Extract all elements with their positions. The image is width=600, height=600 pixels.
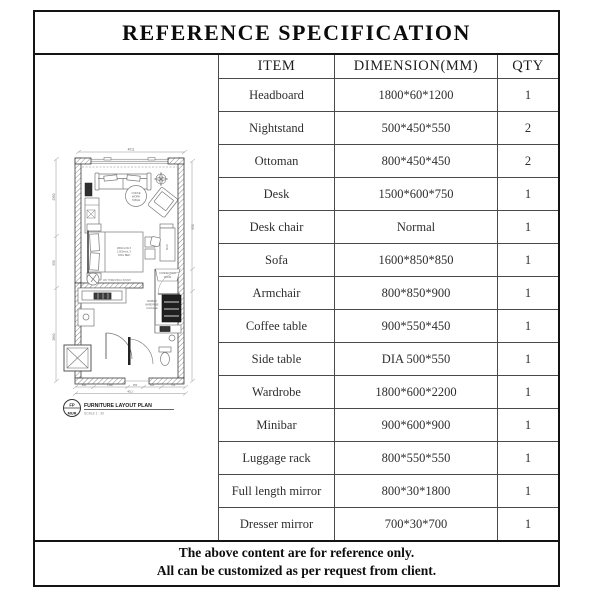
svg-text:4011: 4011 (127, 147, 135, 152)
item-cell: Ottoman (219, 145, 335, 177)
column-header-item: ITEM (219, 55, 335, 78)
dimension-cell: 800*450*450 (335, 145, 498, 177)
footer-line-1: The above content are for reference only. (178, 545, 415, 560)
svg-text:950: 950 (191, 224, 195, 230)
dimension-cell: 500*450*550 (335, 112, 498, 144)
table-row (219, 507, 558, 540)
item-cell: Sofa (219, 244, 335, 276)
table-row (219, 243, 558, 276)
window-band (82, 158, 177, 168)
table-header-row (219, 55, 558, 78)
side-table-shape (87, 273, 99, 285)
vanity-shape (78, 309, 94, 326)
item-cell: Coffee table (219, 310, 335, 342)
svg-text:DOOR: DOOR (163, 276, 172, 279)
qty-cell: 1 (524, 219, 532, 234)
svg-text:1380: 1380 (107, 384, 113, 387)
table-row (219, 144, 558, 177)
coffee-table-shape (126, 186, 147, 207)
table-row (219, 276, 558, 309)
table-row (219, 375, 558, 408)
dimension-cell: Normal (335, 211, 498, 243)
dimension-cell: 800*850*900 (335, 277, 498, 309)
footer-note (35, 540, 558, 585)
entry-door (125, 337, 153, 381)
qty-cell: 2 (524, 153, 532, 168)
qty-cell: 1 (524, 417, 532, 432)
item-cell: Desk chair (219, 211, 335, 243)
svg-text:710: 710 (170, 384, 176, 387)
dimension-cell: 900*600*900 (335, 409, 498, 441)
svg-text:SCALE 1 : 30: SCALE 1 : 30 (84, 411, 104, 416)
shower-shape (64, 345, 91, 371)
page-title: REFERENCE SPECIFICATION (35, 12, 558, 55)
svg-text:350: 350 (132, 384, 138, 387)
dimension-cell: 1800*600*2200 (335, 376, 498, 408)
qty-cell: 1 (524, 450, 532, 465)
armchair-shape (148, 187, 179, 218)
qty-cell: 1 (524, 186, 532, 201)
item-cell: Dresser mirror (219, 508, 335, 540)
item-cell: Armchair (219, 277, 335, 309)
svg-text:4011: 4011 (127, 390, 133, 394)
item-cell: Minibar (219, 409, 335, 441)
svg-text:2,000mmL X: 2,000mmL X (116, 250, 132, 254)
svg-text:CONNECTING: CONNECTING (159, 272, 176, 275)
svg-text:MINIBAR: MINIBAR (147, 301, 157, 303)
item-cell: Side table (219, 343, 335, 375)
svg-text:WORK: WORK (131, 195, 141, 199)
bed-label (117, 247, 132, 257)
svg-text:FURNITURE LAYOUT PLAN: FURNITURE LAYOUT PLAN (84, 403, 152, 409)
table-row (219, 78, 558, 111)
svg-text:DESK: DESK (167, 243, 169, 251)
dimension-cell: DIA 500*550 (335, 343, 498, 375)
table-row (219, 408, 558, 441)
item-cell: Nightstand (219, 112, 335, 144)
floor-note: WD THRESHOLD FINISH (103, 279, 131, 282)
table-row (219, 210, 558, 243)
svg-text:WARDROBE: WARDROBE (145, 304, 159, 307)
plan-title-block (84, 403, 174, 416)
svg-text:KING BED: KING BED (118, 254, 130, 257)
luggage-counter (155, 325, 181, 341)
dimension-cell: 1500*600*750 (335, 178, 498, 210)
connecting-door (156, 269, 181, 294)
table-row (219, 111, 558, 144)
dimension-cell: 1600*850*850 (335, 244, 498, 276)
item-cell: Headboard (219, 79, 335, 111)
column-header-dimension: DIMENSION(MM) (335, 55, 498, 78)
svg-text:MUR: MUR (67, 411, 77, 416)
bathtub-shape (78, 288, 126, 303)
qty-cell: 1 (524, 516, 532, 531)
svg-text:2890: 2890 (52, 333, 56, 341)
item-cell: Full length mirror (219, 475, 335, 507)
table-row (219, 309, 558, 342)
svg-text:COFFE: COFFE (131, 192, 141, 195)
table-row (219, 441, 558, 474)
table-row (219, 474, 558, 507)
qty-cell: 1 (524, 87, 532, 102)
qty-cell: 1 (524, 384, 532, 399)
qty-cell: 2 (524, 120, 532, 135)
column-header-qty: QTY (512, 58, 544, 74)
dimension-cell: 700*30*700 (335, 508, 498, 540)
toilet-shape (159, 347, 171, 366)
dimension-cell: 800*550*550 (335, 442, 498, 474)
dimension-cell: 800*30*1800 (335, 475, 498, 507)
sheet-body (35, 55, 558, 540)
table-row (219, 177, 558, 210)
svg-text:2350: 2350 (52, 193, 56, 201)
plan-stamp (64, 400, 81, 417)
ceiling-light-icon (155, 173, 168, 186)
svg-text:510: 510 (149, 384, 155, 387)
floor-plan-pane (35, 55, 218, 540)
table-row (219, 342, 558, 375)
qty-cell: 1 (524, 483, 532, 498)
dimension-cell: 1800*60*1200 (335, 79, 498, 111)
dimension-cell: 900*550*450 (335, 310, 498, 342)
svg-text:1800mmW X: 1800mmW X (116, 247, 132, 250)
svg-text:TABLE: TABLE (131, 199, 141, 202)
wardrobe-shape (145, 295, 181, 322)
item-cell: Desk (219, 178, 335, 210)
spec-table (218, 55, 558, 540)
svg-text:950: 950 (52, 260, 56, 266)
footer-line-2: All can be customized as per request from client. (156, 563, 437, 578)
qty-cell: 1 (524, 252, 532, 267)
spec-sheet (33, 10, 560, 587)
floor-plan (48, 141, 216, 433)
svg-text:FP: FP (69, 402, 75, 408)
item-cell: Luggage rack (219, 442, 335, 474)
qty-cell: 1 (524, 285, 532, 300)
qty-cell: 1 (524, 318, 532, 333)
svg-text:840: 840 (81, 384, 87, 387)
qty-cell: 1 (524, 351, 532, 366)
svg-text:LUGGAGE: LUGGAGE (146, 308, 158, 310)
item-cell: Wardrobe (219, 376, 335, 408)
